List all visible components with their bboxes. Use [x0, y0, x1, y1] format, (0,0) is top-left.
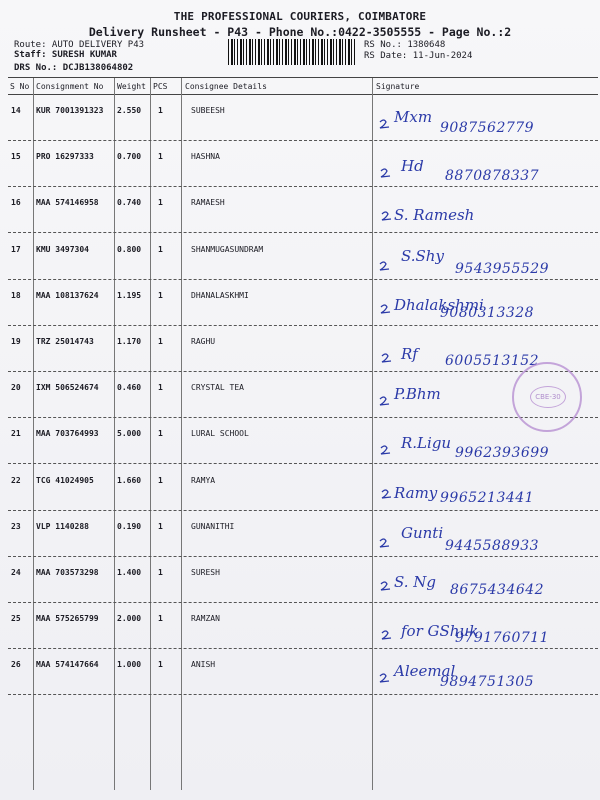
- row-consignment-no: TRZ 25014743: [36, 337, 94, 346]
- row-consignment-no: TCG 41024905: [36, 476, 94, 485]
- row-weight: 1.000: [117, 660, 142, 669]
- row-signature: [0, 650, 600, 696]
- signature-phone: 9894751305: [440, 674, 535, 690]
- table-row: [0, 373, 600, 419]
- table-row: [0, 558, 600, 604]
- signature-phone: 8675434642: [450, 582, 545, 598]
- row-signature: [0, 512, 600, 558]
- row-signature: [0, 96, 600, 142]
- row-consignment-no: MAA 575265799: [36, 614, 99, 623]
- row-weight: 1.195: [117, 291, 142, 300]
- row-consignment-no: MAA 574146958: [36, 198, 99, 207]
- signature-tick-icon: [380, 352, 394, 364]
- row-separator: [8, 232, 598, 233]
- row-weight: 2.000: [117, 614, 142, 623]
- row-separator: [8, 417, 598, 418]
- signature-phone: 9543955529: [455, 261, 550, 277]
- row-sno: 22: [11, 476, 21, 485]
- table-row: [0, 188, 600, 234]
- row-pcs: 1: [158, 337, 163, 346]
- signature-name: Aleemal: [394, 662, 456, 680]
- row-consignee: SUBEESH: [191, 106, 225, 115]
- row-consignment-no: MAA 703764993: [36, 429, 99, 438]
- row-pcs: 1: [158, 429, 163, 438]
- signature-name: P.Bhm: [394, 385, 441, 403]
- row-pcs: 1: [158, 152, 163, 161]
- row-consignment-no: MAA 108137624: [36, 291, 99, 300]
- table-row: [0, 281, 600, 327]
- signature-phone: 9087562779: [440, 120, 535, 136]
- row-signature: [0, 466, 600, 512]
- signature-tick-icon: [378, 672, 392, 684]
- signature-name: S. Ng: [394, 573, 437, 591]
- row-separator: [8, 602, 598, 603]
- row-separator: [8, 371, 598, 372]
- row-weight: 5.000: [117, 429, 142, 438]
- row-consignment-no: MAA 574147664: [36, 660, 99, 669]
- stamp-text: CBE-30: [530, 386, 566, 408]
- signature-name: Gunti: [401, 524, 444, 542]
- row-consignment-no: PRO 16297333: [36, 152, 94, 161]
- signature-phone: 8870878337: [445, 168, 540, 184]
- row-weight: 0.800: [117, 245, 142, 254]
- row-signature: [0, 419, 600, 465]
- table-row: [0, 142, 600, 188]
- row-weight: 1.400: [117, 568, 142, 577]
- row-separator: [8, 694, 598, 695]
- row-sno: 21: [11, 429, 21, 438]
- row-consignee: ANISH: [191, 660, 216, 669]
- row-pcs: 1: [158, 245, 163, 254]
- signature-name: S.Shy: [401, 247, 444, 265]
- signature-tick-icon: [380, 629, 394, 641]
- row-weight: 0.460: [117, 383, 142, 392]
- staff-label: Staff: SURESH KUMAR: [14, 50, 117, 60]
- table-header-rule: [8, 94, 598, 95]
- table-row: [0, 327, 600, 373]
- row-consignee: SHANMUGASUNDRAM: [191, 245, 264, 254]
- rs-date: RS Date: 11-Jun-2024: [364, 51, 473, 61]
- row-weight: 2.550: [117, 106, 142, 115]
- signature-phone: 9965213441: [440, 490, 535, 506]
- signature-tick-icon: [380, 488, 394, 500]
- row-pcs: 1: [158, 383, 163, 392]
- table-row: [0, 512, 600, 558]
- table-row: [0, 235, 600, 281]
- row-pcs: 1: [158, 291, 163, 300]
- row-consignee: RAGHU: [191, 337, 216, 346]
- row-separator: [8, 510, 598, 511]
- row-consignment-no: KMU 3497304: [36, 245, 89, 254]
- signature-phone: 9445588933: [445, 538, 540, 554]
- row-consignee: SURESH: [191, 568, 220, 577]
- signature-tick-icon: [380, 210, 394, 222]
- row-sno: 15: [11, 152, 21, 161]
- row-sno: 20: [11, 383, 21, 392]
- row-pcs: 1: [158, 476, 163, 485]
- col-header-weight: Weight: [117, 82, 146, 91]
- signature-name: Ramy: [394, 484, 438, 502]
- row-sno: 14: [11, 106, 21, 115]
- row-signature: [0, 558, 600, 604]
- row-signature: [0, 604, 600, 650]
- row-signature: [0, 142, 600, 188]
- row-weight: 1.660: [117, 476, 142, 485]
- row-consignee: RAMYA: [191, 476, 216, 485]
- company-title: THE PROFESSIONAL COURIERS, COIMBATORE: [173, 10, 427, 23]
- row-consignee: DHANALASKHMI: [191, 291, 249, 300]
- signature-tick-icon: [378, 537, 392, 549]
- row-separator: [8, 556, 598, 557]
- row-signature: [0, 373, 600, 419]
- row-signature: [0, 235, 600, 281]
- row-sno: 25: [11, 614, 21, 623]
- row-sno: 23: [11, 522, 21, 531]
- signature-tick-icon: [379, 580, 393, 592]
- route-label: Route: AUTO DELIVERY P43: [14, 40, 145, 50]
- drs-number: DRS No.: DCJB138064802: [14, 63, 134, 73]
- row-sno: 24: [11, 568, 21, 577]
- row-signature: [0, 327, 600, 373]
- row-consignee: RAMZAN: [191, 614, 220, 623]
- col-header-pcs: PCS: [153, 82, 168, 91]
- row-consignee: LURAL SCHOOL: [191, 429, 249, 438]
- row-weight: 1.170: [117, 337, 142, 346]
- row-pcs: 1: [158, 660, 163, 669]
- col-header-consignment: Consignment No: [36, 82, 104, 91]
- row-consignee: GUNANITHI: [191, 522, 235, 531]
- row-separator: [8, 325, 598, 326]
- row-separator: [8, 186, 598, 187]
- row-pcs: 1: [158, 198, 163, 207]
- row-sno: 19: [11, 337, 21, 346]
- signature-name: R.Ligu: [401, 434, 452, 452]
- col-header-sno: S No: [10, 82, 30, 91]
- signature-name: Rf: [401, 345, 418, 363]
- signature-name: Dhalakshmi: [394, 296, 484, 314]
- signature-name: S. Ramesh: [394, 206, 475, 224]
- row-separator: [8, 279, 598, 280]
- signature-tick-icon: [378, 118, 392, 130]
- row-consignment-no: MAA 703573298: [36, 568, 99, 577]
- row-separator: [8, 140, 598, 141]
- rs-number: RS No.: 1380648: [364, 40, 446, 50]
- row-sno: 17: [11, 245, 21, 254]
- col-header-consignee: Consignee Details: [185, 82, 267, 91]
- row-pcs: 1: [158, 106, 163, 115]
- row-sno: 18: [11, 291, 21, 300]
- signature-tick-icon: [379, 444, 393, 456]
- row-signature: [0, 188, 600, 234]
- row-pcs: 1: [158, 522, 163, 531]
- row-separator: [8, 648, 598, 649]
- barcode: [228, 39, 356, 65]
- row-signature: [0, 281, 600, 327]
- runsheet-subtitle: Delivery Runsheet - P43 - Phone No.:0422-3505555 - Page No.:2: [88, 25, 512, 39]
- delivery-stamp: [512, 362, 582, 432]
- row-pcs: 1: [158, 568, 163, 577]
- row-consignee: CRYSTAL TEA: [191, 383, 244, 392]
- table-row: [0, 466, 600, 512]
- signature-tick-icon: [378, 260, 392, 272]
- table-top-rule: [8, 77, 598, 78]
- signature-phone: 9791760711: [455, 630, 550, 646]
- signature-name: for GShuk: [401, 622, 479, 640]
- signature-name: Hd: [401, 157, 424, 175]
- row-weight: 0.700: [117, 152, 142, 161]
- row-consignment-no: KUR 7001391323: [36, 106, 104, 115]
- signature-phone: 6005513152: [445, 353, 540, 369]
- row-pcs: 1: [158, 614, 163, 623]
- table-row: [0, 650, 600, 696]
- table-row: [0, 96, 600, 142]
- row-weight: 0.190: [117, 522, 142, 531]
- signature-phone: 9962393699: [455, 445, 550, 461]
- signature-tick-icon: [379, 303, 393, 315]
- row-sno: 26: [11, 660, 21, 669]
- signature-tick-icon: [379, 167, 393, 179]
- row-separator: [8, 463, 598, 464]
- signature-tick-icon: [378, 395, 392, 407]
- row-consignment-no: VLP 1140288: [36, 522, 89, 531]
- col-header-signature: Signature: [376, 82, 420, 91]
- signature-phone: 9080313328: [440, 305, 535, 321]
- table-row: [0, 419, 600, 465]
- row-sno: 16: [11, 198, 21, 207]
- row-consignee: RAMAESH: [191, 198, 225, 207]
- row-consignee: HASHNA: [191, 152, 220, 161]
- signature-name: Mxm: [394, 108, 433, 126]
- table-row: [0, 604, 600, 650]
- row-consignment-no: IXM 506524674: [36, 383, 99, 392]
- row-weight: 0.740: [117, 198, 142, 207]
